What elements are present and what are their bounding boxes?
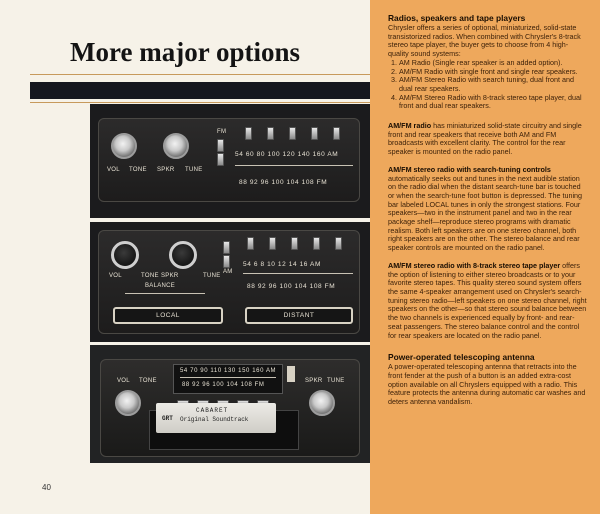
preset-button-3 [291, 237, 298, 250]
cartridge-brand: GRT [162, 415, 173, 422]
heading-antenna: Power-operated telescoping antenna [388, 352, 535, 363]
radio-faceplate [98, 118, 360, 202]
title-rule-bottom [30, 102, 370, 103]
intro-paragraph: Chrysler offers a series of optional, miniaturized, solid-state transistorized radios. When combined with Chrysler's 8-track stereo tape player, the buyer gets to choose from 4 high-quality sound systems: [388, 23, 581, 59]
am-switch [223, 241, 230, 254]
right-text [388, 14, 588, 416]
vol-tone-knob [115, 390, 141, 416]
cartridge-title: CABARET [196, 407, 229, 414]
label-fm: FM [217, 129, 227, 135]
body-search-tuning: automatically seeks out and tunes in the next audible station on the radio dial when the distant search-tune bar is touched or when the search-tune foot button is depressed. The tuning bar labeled LOCAL tunes in only the strongest stations. Four speakers—two in the instrument panel and two in the rear package shelf—reproduce stereo programs with dramatic realism. Both left speakers are on one stereo channel, both right speakers are on the other. The stereo balance and rear speaker controls are mounted on the radio panel. [388, 173, 583, 253]
label-tune: TUNE [203, 273, 221, 279]
vol-tone-knob [111, 241, 139, 269]
preset-button-5 [333, 127, 340, 140]
fm-scale: 88 92 96 100 104 108 FM [247, 283, 336, 290]
label-am: AM [223, 269, 233, 275]
label-vol: VOL [117, 378, 130, 384]
distant-search-bar: DISTANT [245, 307, 353, 324]
cartridge-subtitle: Original Soundtrack [180, 416, 249, 423]
label-vol: VOL [109, 273, 122, 279]
dial-window [173, 364, 283, 394]
body-am-fm-radio: has miniaturized solid-state circuitry and single front and rear speakers that receive both AM and FM broadcasts with excellent clarity. The control for the rear speaker is mounted on the radio panel. [388, 121, 582, 157]
spkr-tune-knob [169, 241, 197, 269]
am-scale: 54 60 80 100 120 140 160 AM [235, 151, 339, 158]
lead-search-tuning: AM/FM stereo radio with search-tuning controls [388, 164, 551, 174]
preset-button-1 [247, 237, 254, 250]
fm-scale: 88 92 96 100 104 108 FM [182, 382, 265, 388]
am-scale: 54 70 90 110 130 150 160 AM [180, 368, 277, 374]
label-tone: TONE [139, 378, 157, 384]
label-vol: VOL [107, 167, 120, 173]
fm-switch [287, 366, 295, 382]
paragraph-am-fm-radio [388, 122, 588, 157]
spkr-tune-knob [163, 133, 189, 159]
vol-tone-knob [111, 133, 137, 159]
preset-button-2 [267, 127, 274, 140]
am-scale: 54 6 8 10 12 14 16 AM [243, 261, 322, 268]
dial-line [180, 377, 276, 378]
label-balance: BALANCE [145, 283, 176, 289]
label-spkr: SPKR [157, 167, 175, 173]
am-switch-lower [223, 255, 230, 268]
label-spkr: SPKR [305, 378, 323, 384]
right-column [370, 0, 600, 514]
label-tune: TUNE [327, 378, 345, 384]
label-tone: TONE [129, 167, 147, 173]
preset-button-4 [313, 237, 320, 250]
preset-button-3 [289, 127, 296, 140]
label-tune: TUNE [185, 167, 203, 173]
paragraph-antenna: A power-operated telescoping antenna that retracts into the front fender at the push of a button is an added extra-cost option available on all Chryslers equipped with a radio. This feature protects the antenna during automatic car washes and deters antenna vandalism. [388, 362, 586, 407]
label-spkr: SPKR [161, 273, 179, 279]
radio-photo-search-tuning [90, 222, 370, 342]
paragraph-8-track [388, 262, 588, 340]
radio-faceplate [98, 230, 360, 334]
local-search-bar: LOCAL [113, 307, 223, 324]
list-item: 2. AM/FM Radio with single front and single rear speakers. [399, 68, 588, 77]
heading-radios-speakers-tape: Radios, speakers and tape players [388, 13, 526, 23]
fm-switch [217, 139, 224, 152]
list-item: 1. AM Radio (Single rear speaker is an added option). [399, 59, 588, 68]
balance-slider [125, 293, 205, 294]
preset-button-2 [269, 237, 276, 250]
fm-scale: 88 92 96 100 104 108 FM [239, 179, 328, 186]
radio-photo-8-track [90, 345, 370, 463]
page-number: 40 [42, 483, 51, 492]
preset-button-1 [245, 127, 252, 140]
spkr-tune-knob [309, 390, 335, 416]
list-item: 3. AM/FM Stereo Radio with search tuning, dual front and dual rear speakers. [399, 76, 588, 93]
title-rule-top [30, 74, 370, 75]
radio-photo-am-fm [90, 104, 370, 218]
sound-systems-list [399, 59, 588, 111]
dial-line [235, 165, 353, 166]
tape-cartridge [156, 403, 276, 433]
title-band [30, 82, 370, 99]
fm-switch-lower [217, 153, 224, 166]
lead-am-fm-radio: AM/FM radio [388, 121, 432, 131]
lead-8-track: AM/FM stereo radio with 8-track stereo tape player [388, 260, 561, 270]
preset-button-4 [311, 127, 318, 140]
label-tone: TONE [141, 273, 159, 279]
page-title: More major options [70, 37, 300, 67]
list-item: 4. AM/FM Stereo Radio with 8-track stereo tape player, dual front and dual rear speakers. [399, 94, 588, 111]
body-8-track: offers the option of listening to either stereo broadcasts or to your favorite stereo tapes. This quality stereo sound system offers the same 4-speaker arrangement used on Chrysler's search-tuning stereo radio—left speakers on one stereo channel, right speakers on the other—so that stereo sound balance between the two channels is experienced equally by front- and rear-seat passengers. The stereo balance control and the control for rear speakers are located on the radio panel. [388, 260, 587, 340]
dial-line [243, 273, 353, 274]
preset-button-5 [335, 237, 342, 250]
paragraph-search-tuning [388, 166, 588, 253]
